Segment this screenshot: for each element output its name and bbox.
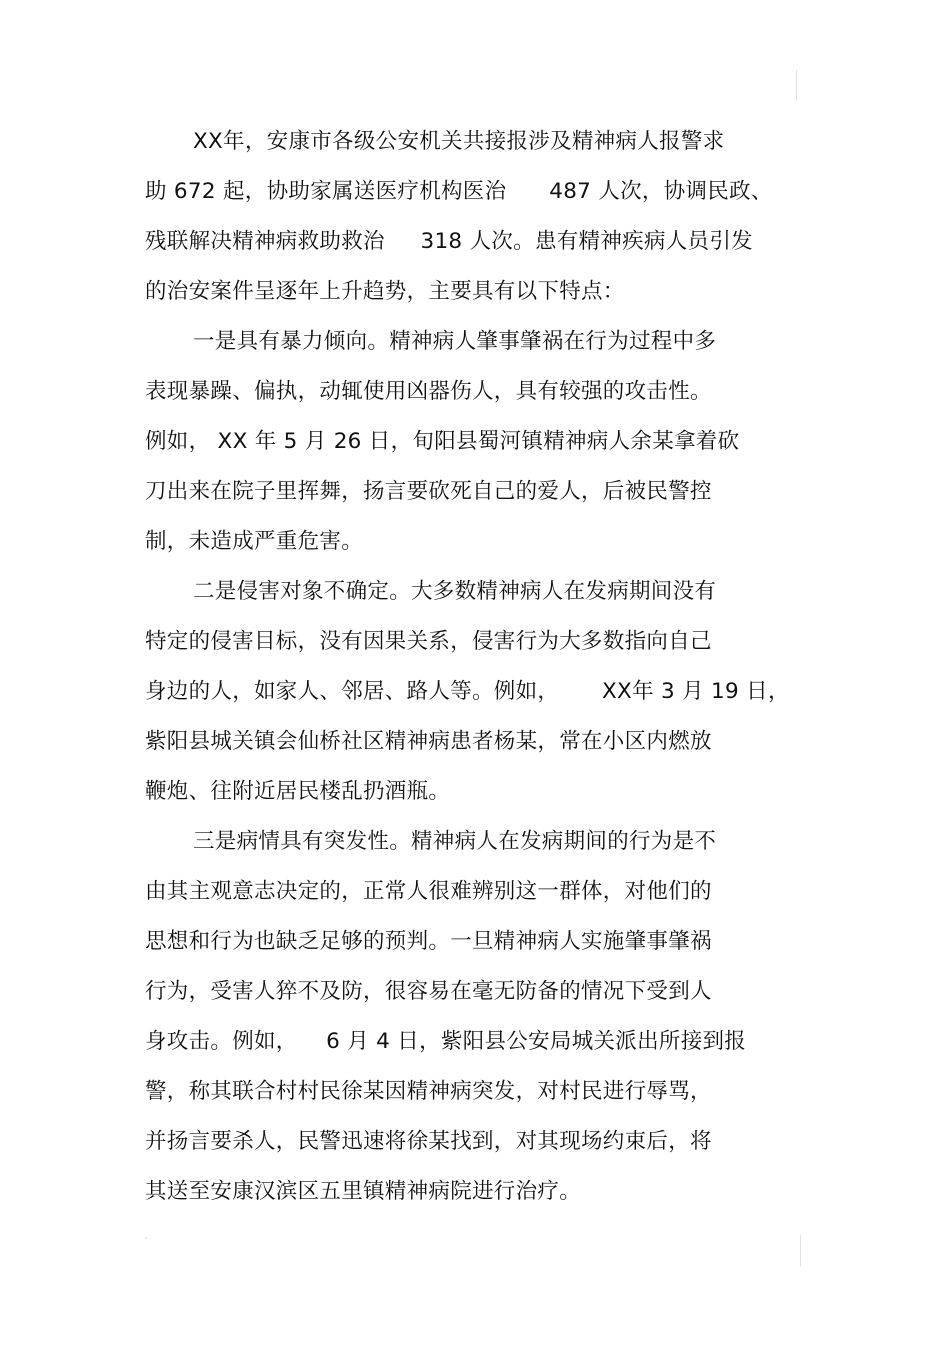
text-line: XX年，安康市各级公安机关共接报涉及精神病人报警求 — [193, 129, 725, 154]
text-line: 刀出来在院子里挥舞，扬言要砍死自己的爱人，后被民警控 — [145, 479, 712, 504]
text-line: 制，未造成严重危害。 — [145, 529, 364, 554]
text-line: 其送至安康汉滨区五里镇精神病院进行治疗。 — [145, 1179, 582, 1204]
text-line: 特定的侵害目标，没有因果关系，侵害行为大多数指向自己 — [145, 629, 712, 654]
text-line: 鞭炮、往附近居民楼乱扔酒瓶。 — [145, 779, 451, 804]
text-line: 并扬言要杀人，民警迅速将徐某找到，对其现场约束后，将 — [145, 1129, 712, 1154]
text-line: 三是病情具有突发性。精神病人在发病期间的行为是不 — [193, 829, 717, 854]
page-edge-mark-bottom — [800, 1235, 801, 1267]
text-line: 由其主观意志决定的，正常人很难辨别这一群体，对他们的 — [145, 879, 712, 904]
text-line: 行为，受害人猝不及防，很容易在毫无防备的情况下受到人 — [145, 979, 712, 1004]
text-line: 一是具有暴力倾向。精神病人肇事肇祸在行为过程中多 — [193, 329, 717, 354]
text-line: 二是侵害对象不确定。大多数精神病人在发病期间没有 — [193, 579, 717, 604]
page-edge-mark-top — [796, 70, 797, 100]
text-line: 表现暴躁、偏执，动辄使用凶器伤人，具有较强的攻击性。 — [145, 379, 712, 404]
text-line: 紫阳县城关镇会仙桥社区精神病患者杨某，常在小区内燃放 — [145, 729, 712, 754]
text-line: 身边的人，如家人、邻居、路人等。例如， XX年 3 月 19 日， — [145, 679, 790, 704]
text-line: 助 672 起，协助家属送医疗机构医治 487 人次，协调民政、 — [145, 179, 773, 204]
text-line: 身攻击。例如， 6 月 4 日，紫阳县公安局城关派出所接到报 — [145, 1029, 747, 1054]
text-line: 思想和行为也缺乏足够的预判。一旦精神病人实施肇事肇祸 — [145, 929, 712, 954]
text-line: 的治安案件呈逐年上升趋势，主要具有以下特点： — [145, 279, 625, 304]
page-dot-mark — [145, 1237, 147, 1239]
text-line: 警，称其联合村村民徐某因精神病突发，对村民进行辱骂， — [145, 1079, 712, 1104]
text-line: 例如， XX 年 5 月 26 日，旬阳县蜀河镇精神病人余某拿着砍 — [145, 429, 740, 454]
text-line: 残联解决精神病救助救治 318 人次。患有精神疾病人员引发 — [145, 229, 753, 254]
